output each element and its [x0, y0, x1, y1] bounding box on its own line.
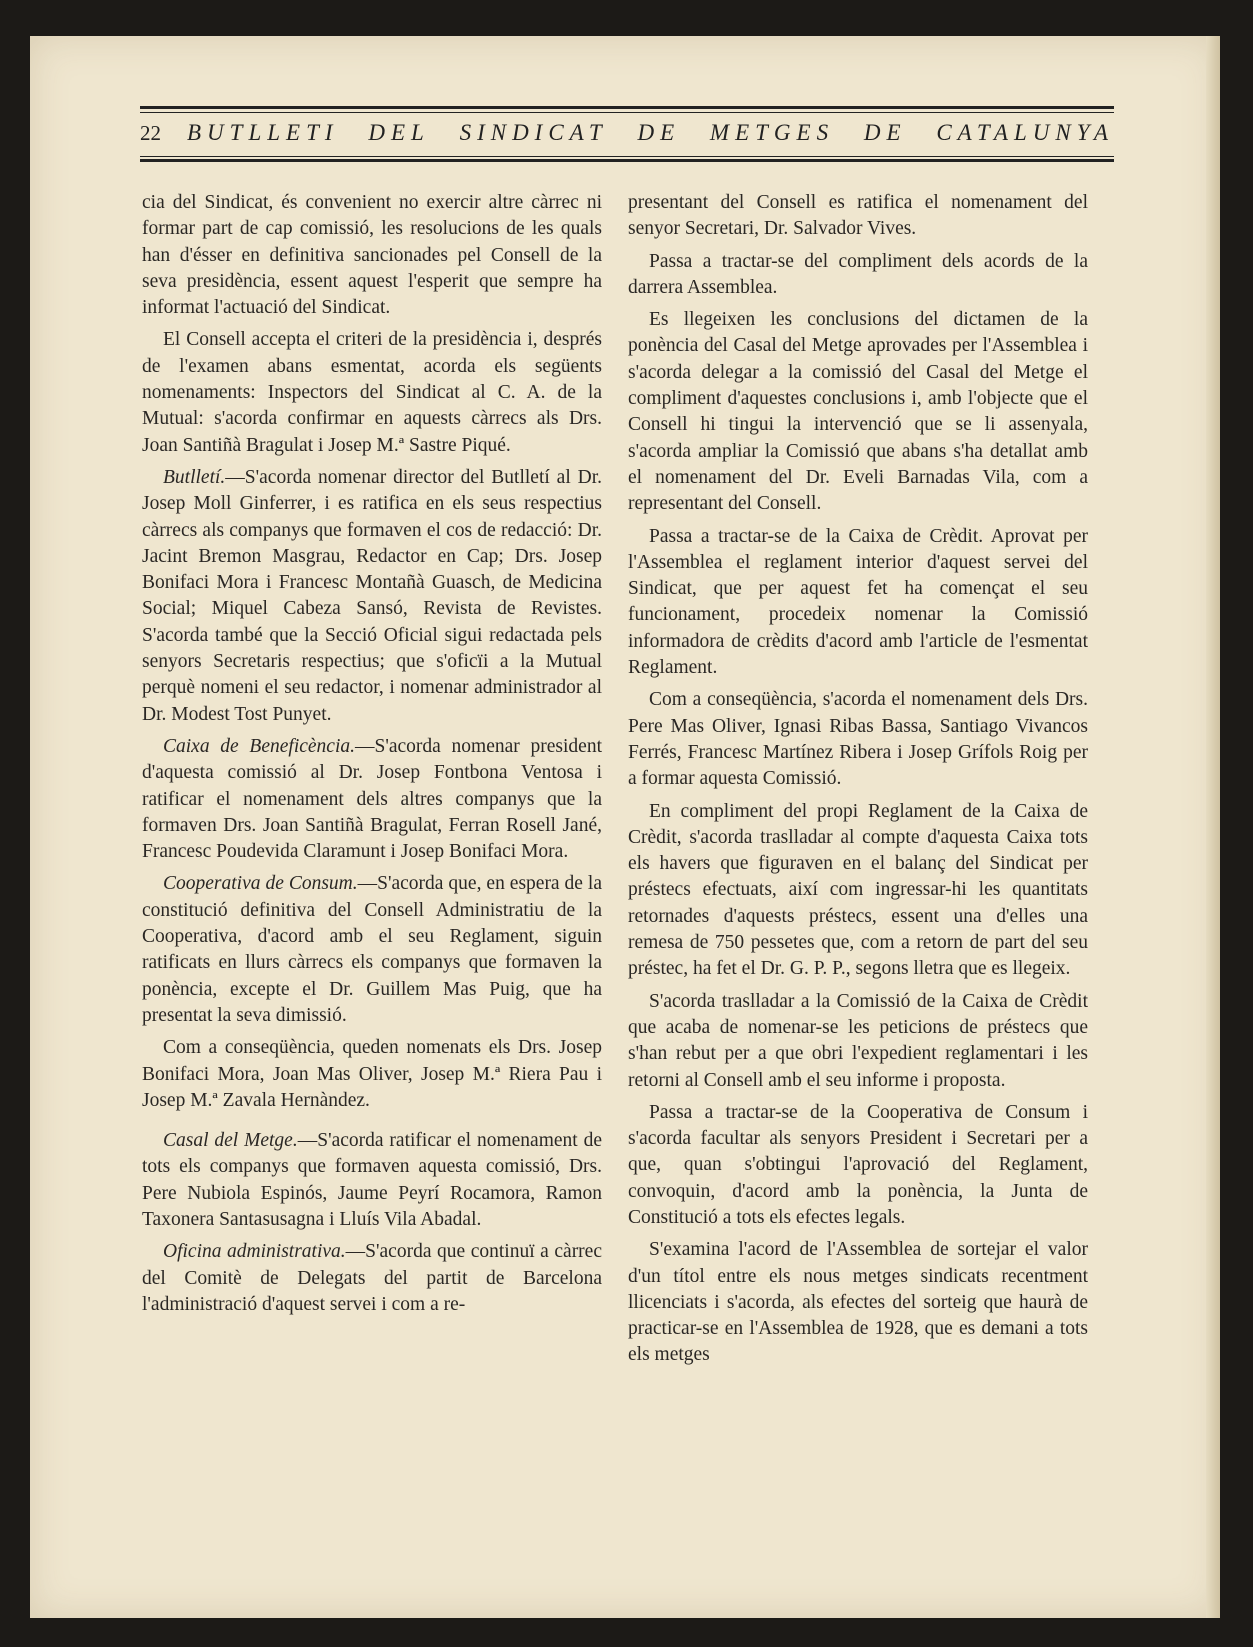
- page-edge: [1206, 36, 1220, 1618]
- title-word: SINDICAT: [459, 120, 608, 145]
- title-word: DE: [637, 120, 681, 145]
- paragraph-lead: Caixa de Beneficència.: [163, 735, 356, 757]
- paragraph-lead: Casal del Metge.: [163, 1130, 298, 1152]
- running-title: [187, 120, 1114, 146]
- title-word: CATALUNYA: [936, 120, 1114, 145]
- paragraph-text: Com a conseqüència, queden nomenats els Drs. Josep Bonifaci Mora, Joan Mas Oliver, Josep M.ª Riera Pau i Josep M.ª Zavala Hernàndez.: [142, 1037, 602, 1111]
- header-row: [140, 120, 1114, 152]
- header-rule-bottom-thin: [140, 156, 1114, 157]
- paragraph-lead: Cooperativa de Consum.: [163, 873, 358, 895]
- paragraph-text: cia del Sindicat, és convenient no exercir altre càrrec ni formar part de cap comissió, les resolucions de les quals han d'ésser en definitiva sancionades pel Consell de la seva presidència, essent aquest l'esperit que sempre ha informat l'actuació del Sindicat.: [142, 192, 602, 319]
- header-rule-top: [140, 106, 1114, 109]
- paragraph: Passa a tractar-se de la Caixa de Crèdit. Aprovat per l'Assemblea el reglament interior d'aquest servei del Sindicat, que per aquest fet ha començat el seu funcionament, procedeix nomenar la Comissió informadora de crèdits d'acord amb l'article de l'esmentat Reglament.: [628, 525, 1088, 679]
- paragraph: [142, 1128, 602, 1233]
- running-header: [140, 106, 1114, 166]
- paragraph-text: El Consell accepta el criteri de la presidència i, després de l'examen abans esmentat, acorda els següents nomenaments: Inspectors del Sindicat al C. A. de la Mutual: s'acorda confirmar en aquests càrrecs als Drs. Joan Santiñà Bragulat i Josep M.ª Sastre Piqué.: [142, 329, 602, 456]
- paragraph: Passa a tractar-se de la Cooperativa de Consum i s'acorda facultar als senyors President i Secretari per a que, quan s'obtingui l'aprovació del Reglament, convoquin, d'acord amb la ponència, la Junta de Constitució a tots els efectes legals.: [628, 1101, 1088, 1228]
- paragraph-text: —S'acorda nomenar president d'aquesta comissió al Dr. Josep Fontbona Ventosa i ratificar el nomenament dels altres companys que la formaven Drs. Joan Santiñà Bragulat, Ferran Rosell Jané, Francesc Poudevida Claramunt i Josep Bonifaci Mora.: [142, 735, 602, 863]
- paragraph-lead: Oficina administrativa.: [163, 1241, 346, 1263]
- paragraph: [142, 327, 602, 458]
- title-word: DE: [863, 120, 907, 145]
- paragraph-text: —S'acorda nomenar director del Butlletí al Dr. Josep Moll Ginferrer, i es ratifica en els seus respectius càrrecs als companys que formaven el cos de redacció: Dr. Jacint Bremon Masgrau, Redactor en Cap; Drs. Josep Bonifaci Mora i Francesc Montañà Guasch, de Medicina Social; Miquel Cabeza Sansó, Revista de Revistes. S'acorda també que la Secció Oficial sigui redactada pels senyors Secretaris respectius; que s'oficïi a la Mutual perquè nomeni el seu redactor, i nomenar administrador al Dr. Modest Tost Punyet.: [142, 466, 602, 725]
- paragraph: S'acorda traslladar a la Comissió de la Caixa de Crèdit que acaba de nomenar-se les peticions de préstecs que s'han rebut per a que obri l'expedient reglamentari i les retorni al Consell amb el seu informe i proposta.: [628, 990, 1088, 1091]
- paragraph-text: —S'acorda que continuï a càrrec del Comitè de Delegats del partit de Barcelona l'administració d'aquest servei i com a re-: [142, 1241, 602, 1315]
- right-column: [628, 190, 1088, 1375]
- paragraph: [142, 465, 602, 728]
- paragraph: [142, 1239, 602, 1318]
- paragraph: [142, 734, 602, 865]
- header-rule-bottom: [140, 159, 1114, 162]
- paragraph: En compliment del propi Reglament de la Caixa de Crèdit, s'acorda traslladar al compte d'aquesta Caixa tots els havers que figuraven en el balanç del Sindicat per préstecs efectuats, així com ingressar-hi les quantitats retornades d'aquests préstecs, essent una d'elles una remesa de 750 pessetes que, com a retorn de part del seu préstec, ha fet el Dr. G. P. P., segons lletra que es llegeix.: [628, 800, 1088, 980]
- header-rule-top-thin: [140, 112, 1114, 113]
- paragraph: [142, 1035, 602, 1114]
- paragraph: [142, 871, 602, 1029]
- paragraph: Passa a tractar-se del compliment dels acords de la darrera Assemblea.: [628, 250, 1088, 298]
- title-word: BUTLLETI: [187, 120, 339, 145]
- paragraph-text: —S'acorda ratificar el nomenament de tots els companys que formaven aquesta comissió, Drs. Pere Nubiola Espinós, Jaume Peyrí Rocamora, Ramon Taxonera Santasusagna i Lluís Vila Abadal.: [142, 1130, 602, 1230]
- paragraph-text: —S'acorda que, en espera de la constitució definitiva del Consell Administratiu de la Cooperativa, d'acord amb el seu Reglament, siguin ratificats en llurs càrrecs els companys que formaven la ponència, excepte el Dr. Guillem Mas Puig, que ha presentat la seva dimissió.: [142, 873, 603, 1026]
- paragraph-lead: Butlletí.: [163, 466, 226, 488]
- paragraph: Es llegeixen les conclusions del dictamen de la ponència del Casal del Metge aprovades per l'Assemblea i s'acorda delegar a la comissió del Casal del Metge el compliment d'aquestes conclusions i, amb l'objecte que el Consell hi tingui la intervenció que se li assenyala, s'acorda ampliar la Comissió que abans s'ha detallat amb el nomenament del Dr. Eveli Barnadas Vila, com a representant del Consell.: [628, 309, 1088, 515]
- paragraph: [142, 190, 602, 321]
- page-number: 22: [140, 121, 161, 145]
- title-word: METGES: [709, 120, 835, 145]
- paragraph: S'examina l'acord de l'Assemblea de sortejar el valor d'un títol entre els nous metges sindicats recentment llicenciats i s'acorda, als efectes del sorteig que haurà de practicar-se en l'Assemblea de 1928, que es demani a tots els metges: [628, 1239, 1088, 1366]
- title-word: DEL: [368, 120, 430, 145]
- paragraph: Com a conseqüència, s'acorda el nomenament dels Drs. Pere Mas Oliver, Ignasi Ribas Bassa, Santiago Vivancos Ferrés, Francesc Martínez Ribera i Josep Grífols Roig per a formar aquesta Comissió.: [628, 689, 1088, 790]
- left-column: [142, 190, 602, 1324]
- paragraph: presentant del Consell es ratifica el nomenament del senyor Secretari, Dr. Salvador Vives.: [628, 192, 1088, 240]
